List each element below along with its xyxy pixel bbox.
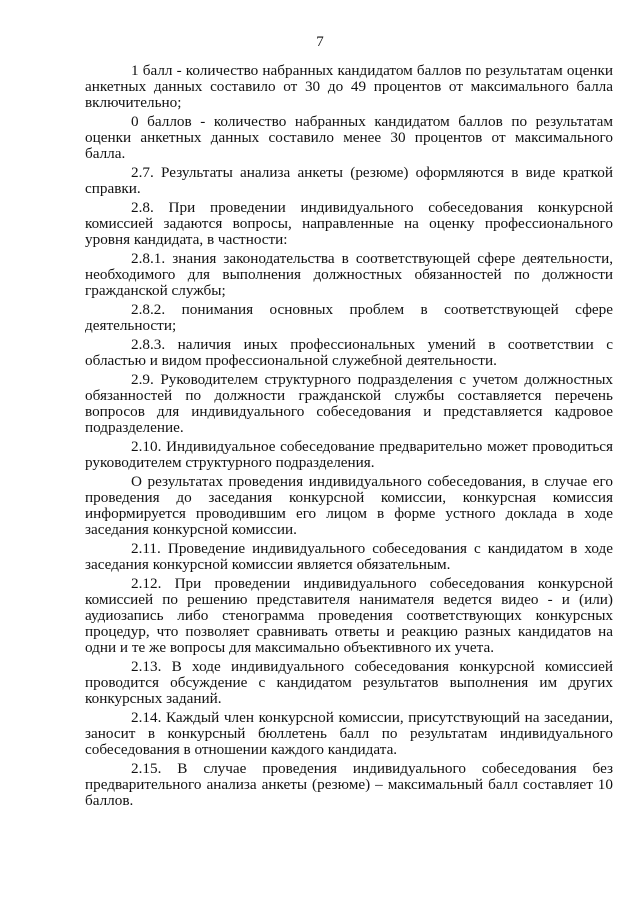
page-number: 7 <box>316 34 324 50</box>
paragraph-2-8: 2.8. При проведении индивидуального собеседования конкурсной комиссией задаются вопросы, направленные на оценку профессионального уровня кандидата, в частности: <box>85 199 613 248</box>
paragraph-2-8-3: 2.8.3. наличия иных профессиональных умений в соответствии с областью и видом профессиональной служебной деятельности. <box>85 336 613 369</box>
paragraph-score-1: 1 балл - количество набранных кандидатом баллов по результатам оценки анкетных данных составило от 30 до 49 процентов от максимального балла включительно; <box>85 62 613 111</box>
paragraph-2-7: 2.7. Результаты анализа анкеты (резюме) оформляются в виде краткой справки. <box>85 164 613 197</box>
document-body <box>85 63 613 809</box>
paragraph-2-9: 2.9. Руководителем структурного подразделения с учетом должностных обязанностей по должности гражданской службы составляется перечень вопросов для индивидуального собеседования и представляется кадровое подразделение. <box>85 371 613 436</box>
paragraph-2-10: 2.10. Индивидуальное собеседование предварительно может проводиться руководителем структурного подразделения. <box>85 438 613 471</box>
paragraph-2-13: 2.13. В ходе индивидуального собеседования конкурсной комиссией проводится обсуждение с кандидатом результатов выполнения им других конкурсных заданий. <box>85 658 613 707</box>
paragraph-2-8-1: 2.8.1. знания законодательства в соответствующей сфере деятельности, необходимого для выполнения должностных обязанностей по должности гражданской службы; <box>85 250 613 299</box>
paragraph-2-11: 2.11. Проведение индивидуального собеседования с кандидатом в ходе заседания конкурсной комиссии является обязательным. <box>85 540 613 573</box>
paragraph-score-0: 0 баллов - количество набранных кандидатом баллов по результатам оценки анкетных данных составило менее 30 процентов от максимального балла. <box>85 113 613 162</box>
paragraph-2-15: 2.15. В случае проведения индивидуального собеседования без предварительного анализа анкеты (резюме) – максимальный балл составляет 10 баллов. <box>85 760 613 809</box>
paragraph-2-10-results: О результатах проведения индивидуального собеседования, в случае его проведения до заседания конкурсной комиссии, конкурсная комиссия информируется проводившим его лицом в форме устного доклада в ходе заседания конкурсной комиссии. <box>85 473 613 538</box>
paragraph-2-14: 2.14. Каждый член конкурсной комиссии, присутствующий на заседании, заносит в конкурсный бюллетень балл по результатам индивидуального собеседования в отношении каждого кандидата. <box>85 709 613 758</box>
paragraph-2-12: 2.12. При проведении индивидуального собеседования конкурсной комиссией по решению представителя нанимателя ведется видео - и (или) аудиозапись либо стенограмма проведения соответствующих конкурсных процедур, что позволяет сравнивать ответы и реакцию разных кандидатов на одни и те же вопросы для максимально объективного их учета. <box>85 575 613 656</box>
paragraph-2-8-2: 2.8.2. понимания основных проблем в соответствующей сфере деятельности; <box>85 301 613 334</box>
